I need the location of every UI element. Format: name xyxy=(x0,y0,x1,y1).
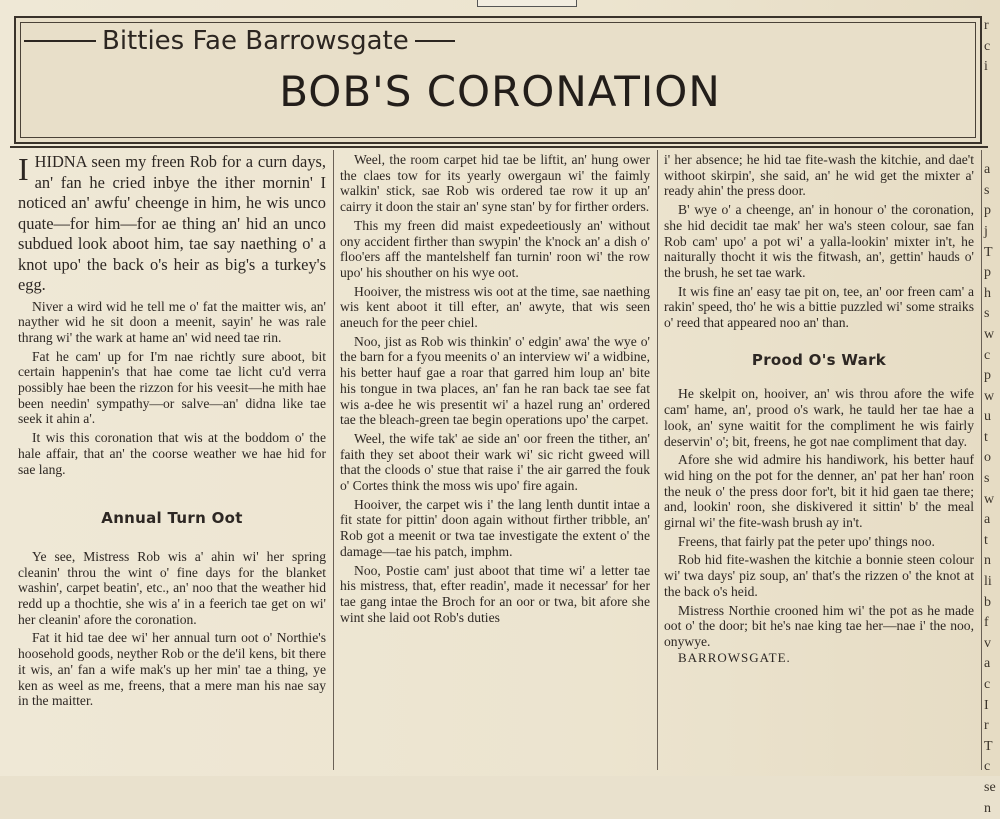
edge-letter: a xyxy=(984,162,991,178)
edge-letter: li xyxy=(984,574,992,590)
edge-letter: p xyxy=(984,368,991,384)
paragraph: Weel, the wife tak' ae side an' oor freen the tither, an' faith they set aboot their wark wi' sic richt gweed will that the cloods o' stue that raise i' the air garred the fouk o' Cortes think the moss wis upo' fire again. xyxy=(340,430,650,494)
paragraph: Fat it hid tae dee wi' her annual turn oot o' Northie's hoosehold goods, neyther Rob or the de'il kens, bit there it wis, an' fan a wife mak's up her min' tae a thing, ye ken as weel as me, freens, that a mere man his nae say in the maitter. xyxy=(18,630,326,709)
column-divider-2 xyxy=(657,150,658,770)
column-divider-1 xyxy=(333,150,334,770)
paragraph: It wis fine an' easy tae pit on, tee, an' oor freen cam' a rakin' speed, tho' he wis a bittie puzzled wi' some straiks o' reed that appeared noo an' than. xyxy=(664,283,974,331)
edge-letter: u xyxy=(984,409,991,425)
edge-letter xyxy=(984,119,1000,140)
paragraph: This my freen did maist expedeetiously an' without ony accident firther than swypin' the k'nock an' a dish o' floo'ers aff the mantelshelf fan turnin' roon wi' the row upo' his shouther on his wye oot. xyxy=(340,217,650,280)
drop-cap: I xyxy=(18,151,29,187)
edge-letter: c xyxy=(984,347,991,363)
clipped-paper-edge xyxy=(477,0,577,7)
paragraph: Afore she wid admire his handiwork, his better hauf wid hing on the pot for the denner, an' pat her han' roon the neuk o' the press door for't, bit it hid gaen tae there; and, lookin' roon, she diskivered it sittin' b' the meal girnal wi' the fite-wash brush ay in't. xyxy=(664,452,974,531)
edge-letter: r xyxy=(984,18,989,33)
lead-text: HIDNA seen my freen Rob for a curn days, an' fan he cried inbye the ither mornin' I noticed an' awfu' cheenge in him, he wis unco quate—for him—for ae thing an' hid an unco subdued look aboot him, tae say naething o' a knot upo' the back o's heir as big's a turkey's egg. xyxy=(18,152,326,294)
edge-letter: f xyxy=(984,615,989,631)
edge-letter: c xyxy=(984,759,991,775)
edge-letter: p xyxy=(984,203,991,219)
paragraph: Mistress Northie crooned him wi' the pot as he made oot o' the door; bit he's nae king tae her—nae i' the noo, onywye. xyxy=(664,602,974,649)
edge-letter: a xyxy=(984,512,991,528)
author-signature: BARROWSGATE. xyxy=(678,649,791,665)
article-column-1 xyxy=(18,152,326,709)
paragraph: Ye see, Mistress Rob wis a' ahin wi' her spring cleanin' throu the wint o' fine days for the blanket washin', carpet beatin', etc., an' noo that the weather hid redd up a thochtie, she wis a' in a feerich tae get on wi' her cleanin' afore the coronation. xyxy=(18,548,326,627)
paragraph: Niver a wird wid he tell me o' fat the maitter wis, an' nayther wid he sit doon a meenit, sayin' he was rale thrang wi' the wark at hame an' wid need tae rin. xyxy=(18,298,326,345)
edge-letter: s xyxy=(984,471,990,487)
column-divider-3 xyxy=(981,150,982,770)
edge-letter: I xyxy=(984,697,989,713)
edge-letter: se xyxy=(984,779,996,795)
paragraph: Hooiver, the carpet wis i' the lang lenth duntit intae a fit state for pittin' doon again without firther tribble, an' Rob got a meenit or twa tae investigate the extent o' the damage—tae his patch, imphm. xyxy=(340,496,650,559)
column-series-title xyxy=(24,24,464,58)
subheading: Annual Turn Oot xyxy=(101,509,243,528)
edge-letter: c xyxy=(984,677,991,692)
paragraph: i' her absence; he hid tae fite-wash the kitchie, and dae't withoot skirpin', she said, an' he wid get the mixter a' ready ahin' the press door. xyxy=(664,152,974,199)
article-column-2 xyxy=(340,152,650,625)
edge-letter: a xyxy=(984,656,991,672)
edge-letter: b xyxy=(984,594,991,610)
edge-letter: w xyxy=(984,326,995,342)
subheading: Prood O's Wark xyxy=(751,350,887,369)
edge-letter: s xyxy=(984,182,990,198)
paragraph: Noo, jist as Rob wis thinkin' o' edgin' awa' the wye o' the barn for a fyou meenits o' an interview wi' a widbine, his better hauf gae a roar that garred him loup an' bite his tongue in twa places, an' fan he ran back tae see fat wis a-dee he wis presentit wi' a hazel rung an' ordered tae the bleach-green tae begin operations upo' the carpet. xyxy=(340,333,650,428)
edge-letter: s xyxy=(984,306,990,322)
edge-letter: T xyxy=(984,244,993,260)
lead-paragraph xyxy=(18,152,326,296)
edge-letter: n xyxy=(984,553,991,569)
edge-letter xyxy=(984,98,1000,119)
edge-letter: p xyxy=(984,265,991,281)
edge-letter: h xyxy=(984,285,991,301)
paragraph: Hooiver, the mistress wis oot at the time, sae naething wis kent aboot it till efter, an' awyte, that wis seen aneuch for the peer chiel. xyxy=(340,283,650,331)
paragraph: Weel, the room carpet hid tae be liftit, an' hung ower the claes tow for its yearly owergaun wi' the faimly walkin' stick, sae Rob wis ordered tae row it up an' cairry it doon the stair an' syne stan' by for firther orders. xyxy=(340,152,650,215)
series-rule-left xyxy=(24,40,96,42)
edge-letter: j xyxy=(984,223,988,239)
paragraph: It wis this coronation that wis at the boddom o' the hale affair, that an' the coorse weather we hae hid for sae lang. xyxy=(18,430,326,477)
edge-letter xyxy=(984,78,1000,99)
series-title-text: Bitties Fae Barrowsgate xyxy=(102,26,409,56)
article-column-3 xyxy=(664,152,974,665)
paragraph: He skelpit on, hooiver, an' wis throu afore the wife cam' hame, an', prood o's wark, he tauld her tae hae a look, an' syne waitit for the compliment he wis fairly deservin' o'; bit, freens, he got nae compliment that day. xyxy=(664,386,974,449)
paragraph: Fat he cam' up for I'm nae richtly sure aboot, bit certain happenin's that hae come tae licht cu'd verra possibly hae been the rizzon for his veesit—he mith hae been needin' sympathy—or salve—an' didna like tae seek it ahin a'. xyxy=(18,348,326,427)
edge-letter: v xyxy=(984,635,991,651)
edge-letter: i xyxy=(984,59,988,75)
edge-letter: T xyxy=(984,738,993,754)
series-rule-right xyxy=(415,40,455,42)
paragraph: Noo, Postie cam' just aboot that time wi' a letter tae his mistress, that, efter readin', made it necessar' for her tae gang intae the Broch for an oor or twa, bit afore she wint she laid oot Rob's duties xyxy=(340,562,650,625)
edge-letter: c xyxy=(984,38,991,54)
edge-letter: t xyxy=(984,532,988,548)
paragraph: B' wye o' a cheenge, an' in honour o' the coronation, she hid decidit tae mak' her wa's steen colour, sae fan Rob cam' upo' a pot wi' a yalla-lookin' mixter in't, he naiturally thocht it wis the fitwash, an', gettin' hauds o' the brush, he set tae wark. xyxy=(664,202,974,280)
edge-letter: w xyxy=(984,491,995,507)
edge-letter: o xyxy=(984,450,991,466)
edge-letter: t xyxy=(984,429,988,445)
edge-letter: n xyxy=(984,800,991,816)
edge-letter: w xyxy=(984,388,995,404)
paragraph: Freens, that fairly pat the peter upo' things noo. xyxy=(678,533,935,549)
edge-letter xyxy=(984,140,1000,161)
headline: BOB'S CORONATION xyxy=(279,67,721,116)
header-divider xyxy=(10,146,988,148)
adjacent-column-fragment xyxy=(984,16,1000,816)
edge-letter: r xyxy=(984,718,989,734)
paragraph: Rob hid fite-washen the kitchie a bonnie steen colour wi' twa days' piz soup, an' that's the rizzen o' the knot at the back o's heid. xyxy=(664,552,974,599)
